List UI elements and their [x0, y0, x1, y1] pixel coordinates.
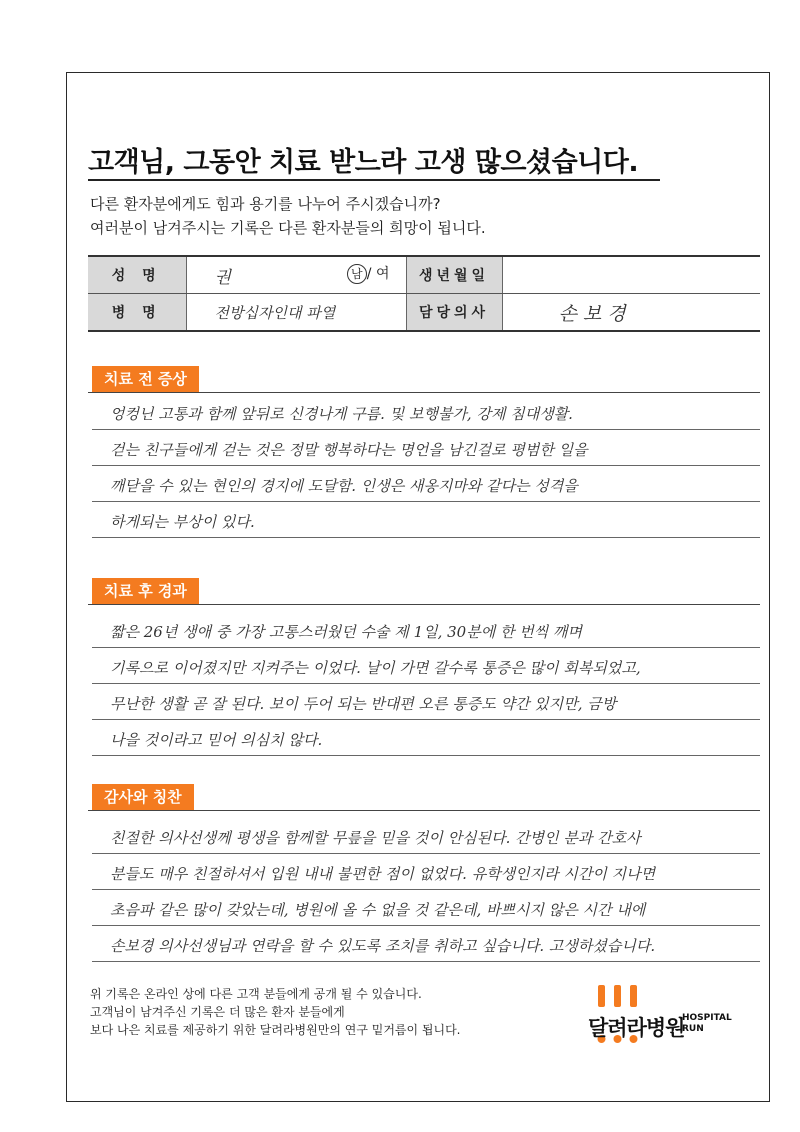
handwritten-line: 하게되는 부상이 있다.: [92, 502, 760, 538]
handwritten-line: 엉컹닌 고통과 함께 앞뒤로 신경나게 구름. 및 보행불가, 강제 침대생활.: [92, 394, 760, 430]
logo-english: [682, 1013, 732, 1035]
info-row-name: [88, 256, 760, 294]
gender-options[interactable]: [347, 263, 390, 284]
name-label: 성 명: [88, 256, 186, 294]
gender-separator: /: [366, 265, 372, 282]
gender-male-checked[interactable]: 남: [347, 264, 367, 284]
birth-value[interactable]: [502, 256, 760, 294]
footer-notice-2: 고객님이 남겨주신 기록은 더 많은 환자 분들에게: [90, 1005, 345, 1019]
hospital-logo: [588, 985, 738, 1045]
section-rule: [88, 810, 760, 811]
handwritten-line: 깨닫을 수 있는 현인의 경지에 도달함. 인생은 새옹지마와 같다는 성격을: [92, 466, 760, 502]
subtitle-line-2: 여러분이 남겨주시는 기록은 다른 환자분들의 희망이 됩니다.: [90, 219, 486, 237]
before-treatment-lines[interactable]: [92, 394, 760, 538]
after-treatment-lines[interactable]: [92, 612, 760, 756]
handwritten-line: 친절한 의사선생께 평생을 함께할 무릎을 믿을 것이 안심된다. 간병인 분과 간호사: [92, 818, 760, 854]
section-rule: [88, 392, 760, 393]
birth-label: 생년월일: [406, 256, 502, 294]
doctor-value: 손보경: [558, 302, 632, 325]
disease-cell[interactable]: [186, 294, 406, 332]
logo-name: 달려라병원: [588, 1016, 685, 1040]
patient-info-table: [88, 255, 760, 332]
section-tag-after-treatment: 치료 후 경과: [92, 578, 199, 604]
handwritten-line: 손보경 의사선생님과 연락을 할 수 있도록 조치를 취하고 싶습니다. 고생하셨습니다.: [92, 926, 760, 962]
title-underline: [88, 179, 660, 181]
name-value: 권: [214, 267, 231, 288]
name-cell[interactable]: [186, 256, 406, 294]
handwritten-line: 초음파 같은 많이 갖았는데, 병원에 올 수 없을 것 같은데, 바쁘시지 않은 시간 내에: [92, 890, 760, 926]
info-row-disease: [88, 294, 760, 332]
doctor-cell[interactable]: [502, 294, 760, 332]
page-title: 고객님, 그동안 치료 받느라 고생 많으셨습니다.: [88, 147, 639, 178]
section-rule: [88, 604, 760, 605]
logo-english-line-2: RUN: [682, 1024, 704, 1034]
disease-label: 병 명: [88, 294, 186, 332]
handwritten-line: 기록으로 이어졌지만 지켜주는 이었다. 날이 가면 갈수록 통증은 많이 회복되었고,: [92, 648, 760, 684]
disease-value: 전방십자인대 파열: [214, 303, 336, 322]
handwritten-line: 나을 것이라고 믿어 의심치 않다.: [92, 720, 760, 756]
footer-notice-1: 위 기록은 온라인 상에 다른 고객 분들에게 공개 될 수 있습니다.: [90, 987, 422, 1001]
doctor-label: 담당의사: [406, 294, 502, 332]
handwritten-line: 무난한 생활 곧 잘 된다. 보이 두어 되는 반대편 오른 통증도 약간 있지만, 금방: [92, 684, 760, 720]
section-tag-before-treatment: 치료 전 증상: [92, 366, 199, 392]
thanks-lines[interactable]: [92, 818, 760, 962]
handwritten-line: 걷는 친구들에게 걷는 것은 정말 행복하다는 명언을 남긴걸로 평범한 일을: [92, 430, 760, 466]
footer-notice-3: 보다 나은 치료를 제공하기 위한 달려라병원만의 연구 밑거름이 됩니다.: [90, 1023, 461, 1037]
subtitle-line-1: 다른 환자분에게도 힘과 용기를 나누어 주시겠습니까?: [90, 195, 441, 213]
gender-female[interactable]: 여: [375, 265, 390, 282]
handwritten-line: 짧은 26년 생애 중 가장 고통스러웠던 수술 제 1일, 30분에 한 번씩 깨며: [92, 612, 760, 648]
handwritten-line: 분들도 매우 친절하셔서 입원 내내 불편한 점이 없었다. 유학생인지라 시간이 지나면: [92, 854, 760, 890]
section-tag-thanks: 감사와 칭찬: [92, 784, 194, 810]
logo-english-line-1: HOSPITAL: [682, 1013, 732, 1023]
